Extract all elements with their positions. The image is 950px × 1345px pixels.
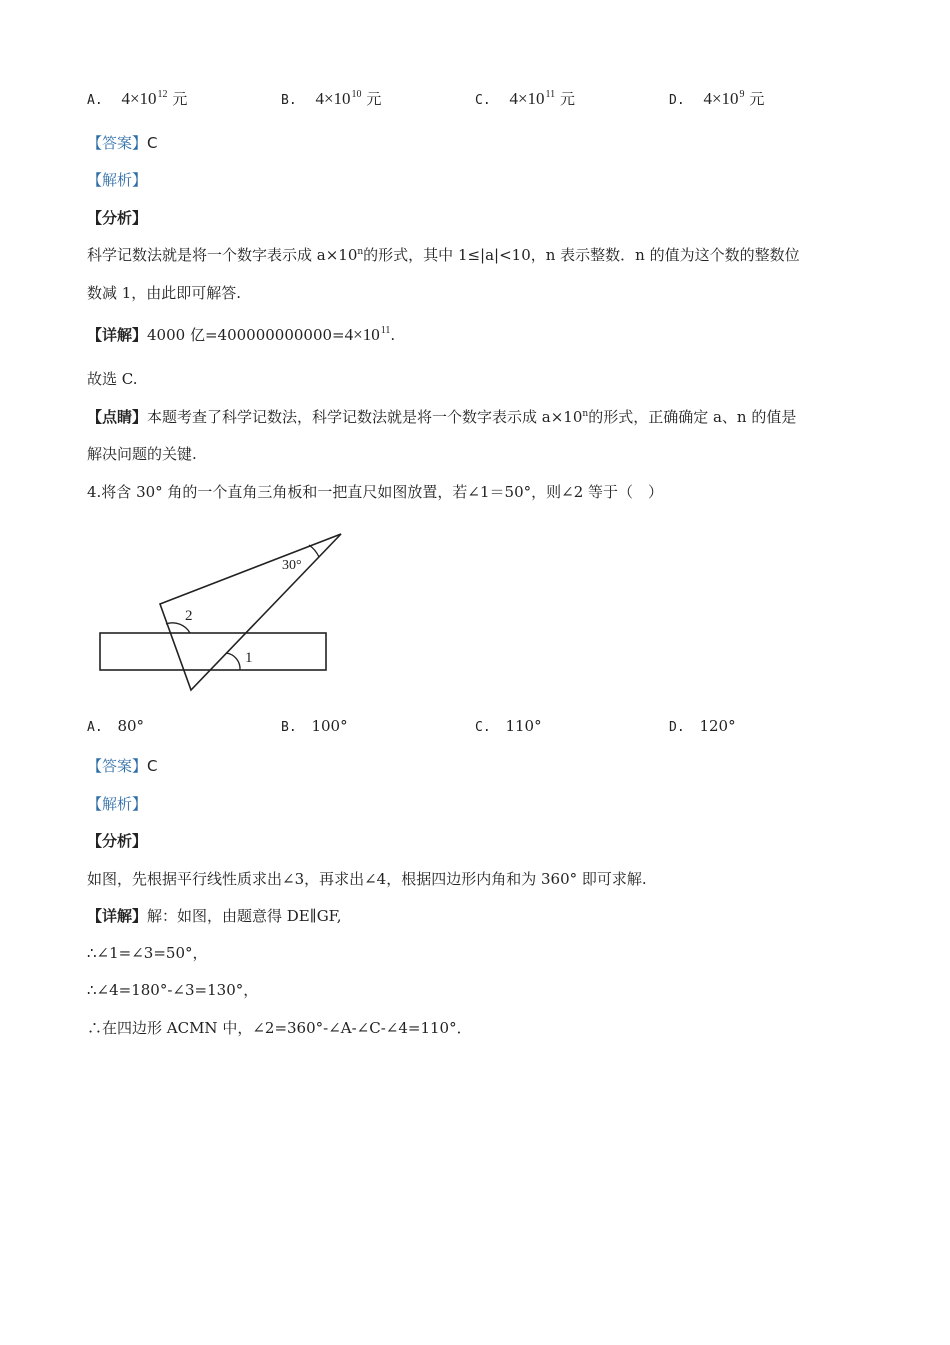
option-letter: A.	[87, 720, 103, 735]
q4-question: 4.将含 30° 角的一个直角三角板和一把直尺如图放置，若∠1＝50°，则∠2 等于（ ）	[87, 483, 664, 501]
fenxi-text-a: 科学记数法就是将一个数字表示成 a×10	[87, 246, 358, 264]
q4-step2: ∴∠4=180°-∠3=130°，	[87, 981, 259, 999]
answer-value: C	[147, 757, 158, 775]
q3-option-a	[87, 88, 187, 109]
option-exp: 9	[739, 89, 745, 100]
option-base: 4×10	[703, 89, 739, 108]
q3-fenxi-line2: 数减 1，由此即可解答.	[87, 284, 242, 302]
answer-tag: 【答案】	[87, 757, 148, 775]
option-base: 4×10	[509, 89, 545, 108]
label-1: 1	[245, 650, 253, 666]
q4-step3: ∴在四边形 ACMN 中，∠2=360°-∠A-∠C-∠4=110°．	[87, 1019, 472, 1037]
q3-analysis-tag: 【解析】	[87, 171, 148, 189]
q3-fenxi-tag: 【分析】	[87, 209, 148, 227]
detail-tag: 【详解】	[87, 907, 148, 925]
answer-tag: 【答案】	[87, 134, 148, 152]
fenxi-sup: n	[357, 247, 364, 257]
q4-option-b	[281, 717, 348, 735]
q4-answer	[87, 755, 158, 776]
option-unit: 元	[559, 90, 575, 108]
option-value: 110°	[505, 717, 542, 735]
q4-fenxi-text: 如图，先根据平行线性质求出∠3，再求出∠4，根据四边形内角和为 360° 即可求解.	[87, 870, 647, 888]
option-exp: 10	[351, 89, 362, 100]
option-unit: 元	[749, 90, 765, 108]
detail-end: .	[390, 326, 396, 344]
dianjing-text-b: 的形式，正确确定 a、n 的值是	[588, 408, 797, 426]
q3-option-c	[475, 88, 575, 109]
option-letter: D.	[669, 93, 685, 108]
detail-math: 4×10	[344, 325, 380, 344]
option-letter: D.	[669, 720, 685, 735]
option-letter: B.	[281, 720, 297, 735]
q4-analysis-tag: 【解析】	[87, 795, 148, 813]
q3-option-b	[281, 88, 381, 109]
q3-detail	[87, 324, 395, 345]
q4-option-c	[475, 717, 542, 735]
option-unit: 元	[366, 90, 382, 108]
q4-step1: ∴∠1=∠3=50°，	[87, 944, 208, 962]
q4-fenxi-tag: 【分析】	[87, 832, 148, 850]
q3-answer	[87, 132, 158, 153]
q4-detail	[87, 905, 342, 926]
q3-choose: 故选 C.	[87, 370, 138, 388]
q4-option-a	[87, 717, 144, 735]
fenxi-text-b: 的形式，其中 1≤|a|<10，n 表示整数．n 的值为这个数的整数位	[363, 246, 800, 264]
answer-value: C	[147, 134, 158, 152]
q3-option-d	[669, 88, 764, 109]
dianjing-text-a: 本题考查了科学记数法，科学记数法就是将一个数字表示成 a×10	[147, 408, 583, 426]
option-exp: 11	[545, 89, 556, 100]
label-30: 30°	[282, 558, 302, 573]
dianjing-sup: n	[582, 409, 589, 419]
option-letter: A.	[87, 93, 103, 108]
detail-exp: 11	[380, 325, 391, 336]
ruler-rect	[100, 633, 326, 670]
option-value: 80°	[117, 717, 145, 735]
option-unit: 元	[172, 90, 188, 108]
q3-dianjing-line1	[87, 406, 796, 427]
detail-text: 4000 亿=400000000000=	[147, 326, 345, 344]
option-value: 100°	[311, 717, 348, 735]
angle-arc-30	[309, 545, 319, 557]
q3-dianjing-line2: 解决问题的关键.	[87, 445, 197, 463]
option-base: 4×10	[121, 89, 157, 108]
label-2: 2	[185, 608, 193, 624]
option-letter: C.	[475, 93, 491, 108]
angle-arc-1	[226, 653, 240, 670]
detail-text: 解：如图，由题意得 DE∥GF,	[147, 907, 342, 925]
option-exp: 12	[157, 89, 168, 100]
option-letter: B.	[281, 93, 297, 108]
q3-fenxi-line1	[87, 244, 800, 265]
detail-tag: 【详解】	[87, 326, 148, 344]
q4-option-d	[669, 717, 736, 735]
option-base: 4×10	[315, 89, 351, 108]
dianjing-tag: 【点睛】	[87, 408, 148, 426]
option-value: 120°	[699, 717, 736, 735]
q4-figure	[90, 525, 350, 700]
option-letter: C.	[475, 720, 491, 735]
